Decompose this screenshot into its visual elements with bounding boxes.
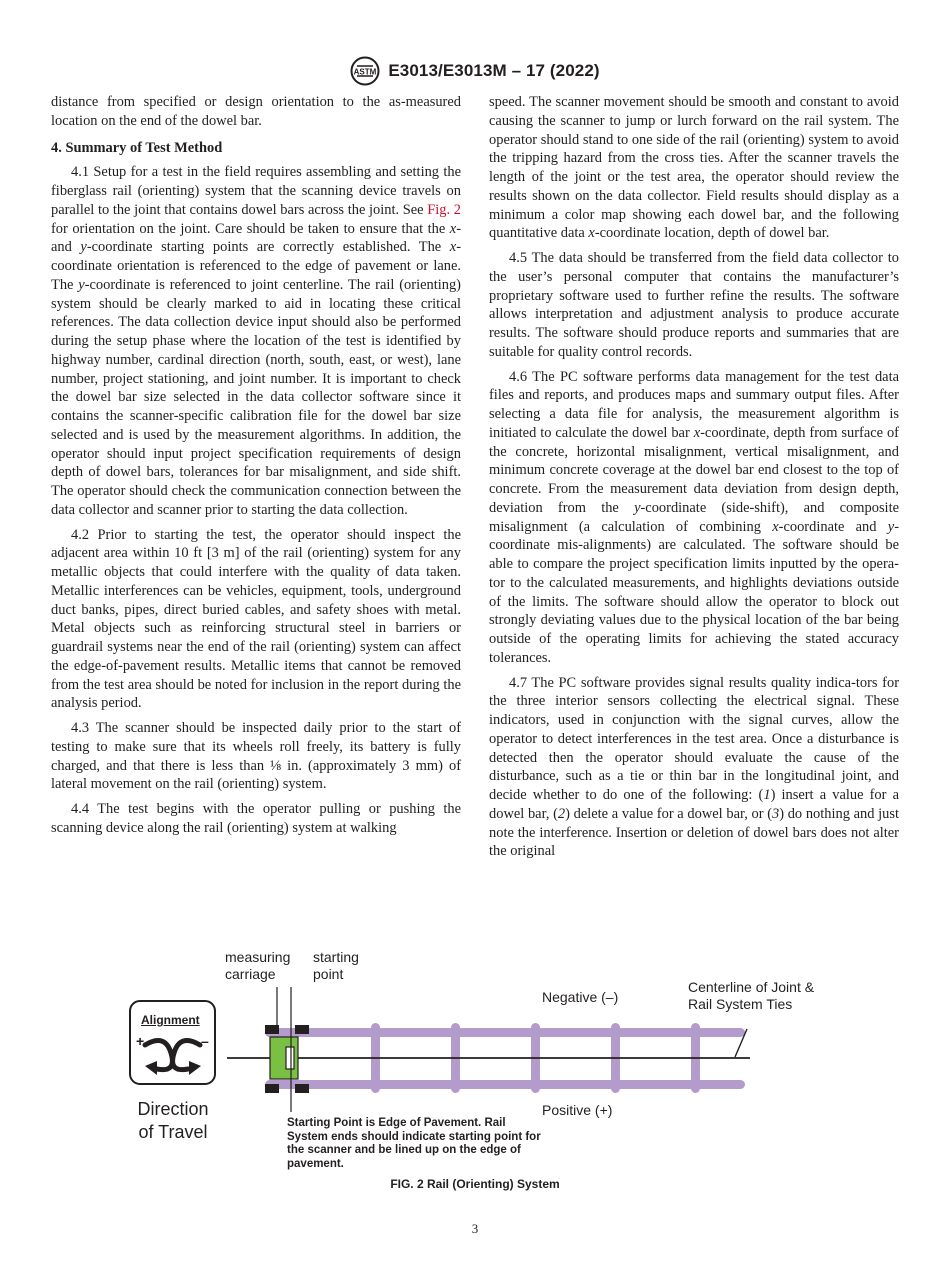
section-heading: 4. Summary of Test Method bbox=[51, 139, 223, 156]
rail-system-figure bbox=[125, 945, 845, 1175]
paragraph-4-1: 4.1 Setup for a test in the field requires assembling and setting the fiberglass rail (orienting) system that the scanning device travels on parallel to the joint that contains dowel bars across the joint. See Fig. 2 for orientation on the joint. Care should be taken to ensure that the x- and y-coordinate starting points are correctly established. The x-coordinate orientation is referenced to the edge of pavement or lane. The y-coordinate is referenced to joint centerline. The rail (orienting) system should be clearly marked to aid in locating these critical references. The data collection device input should also be performed during the setup phase where the location of the test is identified by highway number, cardinal direction (north, south, east, or west), lane number, project stationing, and joint number. It is important to check the dowel bar size selected in the data collector software since it contains the scanner-specific calibration file for the dowel bar size selected and is used by the measurement algorithms. In addition, the operator should input project specification requirements of design depth of dowel bars, tolerances for bar misalignment, and side shift. The operator should check the communication connection between the data collector and scanner prior to starting the data collection. bbox=[51, 164, 461, 518]
paragraph-4-6: 4.6 The PC software performs data management for the test data files and reports, and produces maps and summary output files. After selecting a data file for analysis, the measurement algorithm is initiated to calculate the dowel bar x-coordinate, depth from surface of the concrete, horizontal misalignment, vertical misalignment, and minimum concrete coverage at the dowel bar end closest to the top of concrete. From the measurement data deviation from design depth, deviation from the y-coordinate (side-shift), and composite misalignment (a calculation of combining x-coordinate and y-coordinate mis-alignments) are calculated. The software should be able to compare the project specification limits inputted by the opera-tor to the calculated measurements, and highlights deviations outside of the limits. The software should allow the operator to block out strongly deviating values due to the physical location of the bar being outside of the operating limits for achieving the stated accuracy tolerances. bbox=[489, 368, 899, 666]
alignment-label: Alignment bbox=[141, 1013, 200, 1027]
top-rail bbox=[265, 1028, 745, 1037]
document-designation: E3013/E3013M – 17 (2022) bbox=[388, 61, 600, 80]
carriage-sensor bbox=[286, 1047, 294, 1069]
negative-label: Negative (–) bbox=[542, 989, 619, 1005]
figure-caption: FIG. 2 Rail (Orienting) System bbox=[390, 1177, 560, 1191]
paragraph-4-7: 4.7 The PC software provides signal results quality indica-tors for the three interior sensors collecting the electrical signal. These indicators, used in conjunction with the signal curves, allow the operator to detect interferences in the test area. Once a disturbance is detected then the operator should evaluate the cause of the disturbance, such as a tie or thin bar in the longitudinal joint, and decide whether to do one of the following: (1) insert a value for a dowel bar, (2) delete a value for a dowel bar, or (3) do nothing and just note the interference. Insertion or deletion of dowel bars does not alter the original bbox=[489, 674, 899, 860]
alignment-plus: + bbox=[136, 1033, 145, 1049]
wheel bbox=[295, 1025, 309, 1034]
logo-text: ASTM bbox=[354, 67, 377, 77]
paragraph-4-3: 4.3 The scanner should be inspected daily prior to the start of testing to make sure that its wheels roll freely, its battery is fully charged, and that there is less than ⅛ in. (approximately 3 mm) of lateral movement on the rail (orienting) system. bbox=[51, 720, 461, 793]
alignment-minus: – bbox=[201, 1033, 209, 1049]
starting-point-label: starting point bbox=[313, 949, 359, 982]
page-header bbox=[0, 56, 950, 86]
paragraph-4-5: 4.5 The data should be transferred from the field data collector to the user’s personal computer that contains the manufacturer’s proprietary software used to further refine the results. The software allows interpretation and adjustment analysis to produce accurate results. The software should produce reports and summaries that are suitable for quality control records. bbox=[489, 250, 899, 360]
measuring-carriage-label: measuring carriage bbox=[225, 949, 291, 982]
right-column bbox=[489, 93, 899, 867]
paragraph-4-2: 4.2 Prior to starting the test, the operator should inspect the adjacent area within 10 ft [3 m] of the rail (orienting) system for any metallic objects that could interfere with the quality of data taken. Metallic interferences can be vehicles, equipment, tools, underground duct banks, pipes, direct buried cables, and safety shoes with metal. Metal objects such as reinforcing structural steel in barriers or guardrail systems near the end of the rail (orienting) system can affect the edge-of-pavement results. Metallic items that cannot be removed from the test area should be noted for inclusion in the report during the analysis period. bbox=[51, 526, 461, 712]
paragraph-4-4: 4.4 The test begins with the operator pulling or pushing the scanning device along the rail (orienting) system at walking bbox=[51, 801, 461, 836]
continued-paragraph: distance from specified or design orientation to the as-measured location on the end of the dowel bar. bbox=[51, 94, 461, 129]
fig-2-link[interactable]: Fig. 2 bbox=[427, 201, 461, 218]
starting-point-note: Starting Point is Edge of Pavement. Rail System ends should indicate starting point for the scanner and be lined up on the edge of pavement. bbox=[287, 1117, 541, 1170]
astm-logo-icon bbox=[350, 56, 380, 86]
centerline-label: Centerline of Joint & Rail System Ties bbox=[688, 979, 815, 1012]
page-number: 3 bbox=[471, 1221, 479, 1236]
wheel bbox=[295, 1084, 309, 1093]
bottom-rail bbox=[265, 1080, 745, 1089]
direction-of-travel-label: Direction of Travel bbox=[137, 1099, 209, 1142]
paragraph-4-4-continued: speed. The scanner movement should be smooth and constant to avoid causing the scanner to jump or lurch forward on the rail system. The operator should stand to one side of the rail (orienting) system to avoid the tripping hazard from the cross ties. After the scanner travels the length of the joint or the test area, the operator should review the results shown on the data collector. Field results should display as a minimum a color map showing each dowel bar, and the following quantitative data x-coordinate location, depth of dowel bar. bbox=[489, 94, 899, 242]
left-column bbox=[51, 93, 461, 844]
wheel bbox=[265, 1084, 279, 1093]
positive-label: Positive (+) bbox=[542, 1102, 613, 1118]
